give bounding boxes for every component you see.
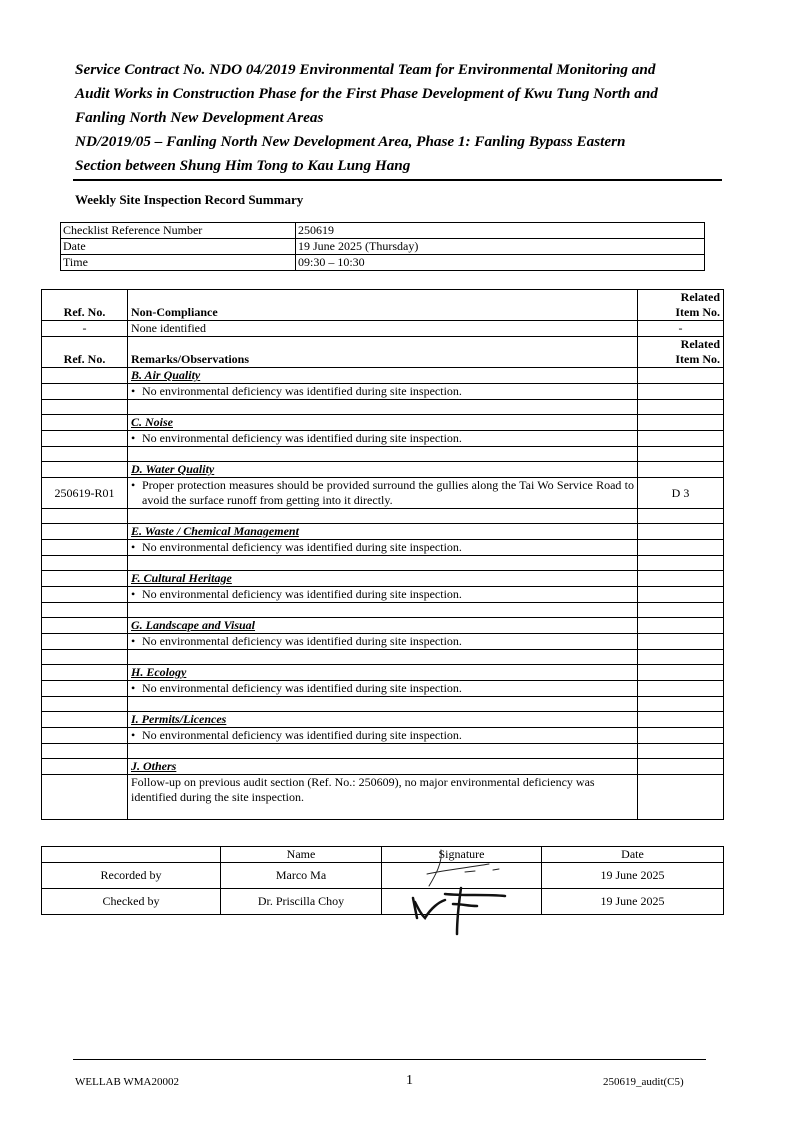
header-divider [73, 179, 722, 181]
section-title: Weekly Site Inspection Record Summary [75, 192, 304, 207]
section-cultural-heritage: F. Cultural Heritage [128, 571, 638, 587]
section-air-quality: B. Air Quality [128, 368, 638, 384]
date-value: 19 June 2025 (Thursday) [296, 239, 705, 255]
recorded-by-date: 19 June 2025 [542, 863, 724, 889]
header-line-2: Audit Works in Construction Phase for the First Phase Development of Kwu Tung North and [75, 85, 658, 102]
table-row [42, 400, 724, 415]
nc-ref: - [42, 321, 128, 337]
checklist-info-table [60, 222, 705, 271]
table-row [61, 223, 705, 239]
section-noise: C. Noise [128, 415, 638, 431]
table-row [42, 368, 724, 384]
table-row [42, 603, 724, 618]
col-related-item [638, 290, 724, 321]
related-label: Related [680, 290, 720, 304]
table-row [42, 431, 724, 447]
checked-by-name: Dr. Priscilla Choy [221, 889, 382, 915]
time-label: Time [61, 255, 296, 271]
col-non-compliance: Non-Compliance [128, 290, 638, 321]
table-row [42, 587, 724, 603]
section-landscape: G. Landscape and Visual [128, 618, 638, 634]
item-no-label: Item No. [675, 305, 720, 319]
header-line-3: Fanling North New Development Areas [75, 109, 324, 126]
section-permits: I. Permits/Licences [128, 712, 638, 728]
inspection-table [41, 289, 724, 820]
nc-desc: None identified [128, 321, 638, 337]
col-ref-no: Ref. No. [42, 337, 128, 368]
remark-item: • No environmental deficiency was identified during site inspection. [128, 681, 638, 697]
table-row [42, 462, 724, 478]
table-row [42, 447, 724, 462]
table-row [42, 728, 724, 744]
footer-divider [73, 1059, 706, 1060]
page-number: 1 [406, 1073, 413, 1088]
col-remarks: Remarks/Observations [128, 337, 638, 368]
table-row [42, 712, 724, 728]
water-item: D 3 [638, 478, 724, 509]
nc-item: - [638, 321, 724, 337]
remark-item: • No environmental deficiency was identified during site inspection. [128, 634, 638, 650]
remark-item: • No environmental deficiency was identified during site inspection. [128, 431, 638, 447]
table-row [42, 634, 724, 650]
table-row [42, 889, 724, 915]
header-line-1: Service Contract No. NDO 04/2019 Environmental Team for Environmental Monitoring and [75, 61, 656, 78]
header-line-4: ND/2019/05 – Fanling North New Development Area, Phase 1: Fanling Bypass Eastern [75, 133, 626, 150]
table-row [42, 759, 724, 775]
table-row [42, 618, 724, 634]
table-row [42, 571, 724, 587]
recorded-by-name: Marco Ma [221, 863, 382, 889]
item-no-label: Item No. [675, 352, 720, 366]
col-name: Name [221, 847, 382, 863]
col-date: Date [542, 847, 724, 863]
table-row [42, 478, 724, 509]
table-row [61, 239, 705, 255]
signoff-table [41, 846, 724, 915]
table-row [42, 697, 724, 712]
section-others: J. Others [128, 759, 638, 775]
table-row [42, 384, 724, 400]
time-value: 09:30 – 10:30 [296, 255, 705, 271]
table-row [42, 681, 724, 697]
water-ref: 250619-R01 [42, 478, 128, 509]
checked-by-label: Checked by [42, 889, 221, 915]
col-ref-no: Ref. No. [42, 290, 128, 321]
remark-item: • No environmental deficiency was identified during site inspection. [128, 587, 638, 603]
header-line-5: Section between Shung Him Tong to Kau Lung Hang [75, 157, 411, 174]
recorded-by-label: Recorded by [42, 863, 221, 889]
table-row [61, 255, 705, 271]
handwritten-signature-icon [405, 842, 525, 942]
related-label: Related [680, 337, 720, 351]
table-row [42, 556, 724, 571]
footer-left: WELLAB WMA20002 [75, 1076, 179, 1088]
others-text: Follow-up on previous audit section (Ref. No.: 250609), no major environmental deficiency was identified during the site inspection. [128, 775, 638, 820]
table-row [42, 863, 724, 889]
table-header-row [42, 847, 724, 863]
table-row [42, 650, 724, 665]
col-related-item [638, 337, 724, 368]
table-row [42, 540, 724, 556]
col-signature: Signature [382, 847, 542, 863]
date-label: Date [61, 239, 296, 255]
remark-item: • No environmental deficiency was identified during site inspection. [128, 728, 638, 744]
section-ecology: H. Ecology [128, 665, 638, 681]
section-water-quality: D. Water Quality [128, 462, 638, 478]
checked-by-date: 19 June 2025 [542, 889, 724, 915]
table-row [42, 524, 724, 540]
section-waste: E. Waste / Chemical Management [128, 524, 638, 540]
table-header-row [42, 290, 724, 321]
ref-label: Checklist Reference Number [61, 223, 296, 239]
remark-item: • No environmental deficiency was identified during site inspection. [128, 384, 638, 400]
table-row [42, 744, 724, 759]
table-row [42, 415, 724, 431]
remark-item: • Proper protection measures should be provided surround the gullies along the Tai Wo Service Road to avoid the surface runoff from getting into it directly. [128, 478, 638, 509]
ref-value: 250619 [296, 223, 705, 239]
table-row [42, 775, 724, 820]
table-header-row [42, 337, 724, 368]
document-header [75, 58, 715, 178]
table-row [42, 509, 724, 524]
table-row [42, 665, 724, 681]
table-row [42, 321, 724, 337]
footer-right: 250619_audit(C5) [603, 1076, 684, 1088]
remark-item: • No environmental deficiency was identified during site inspection. [128, 540, 638, 556]
